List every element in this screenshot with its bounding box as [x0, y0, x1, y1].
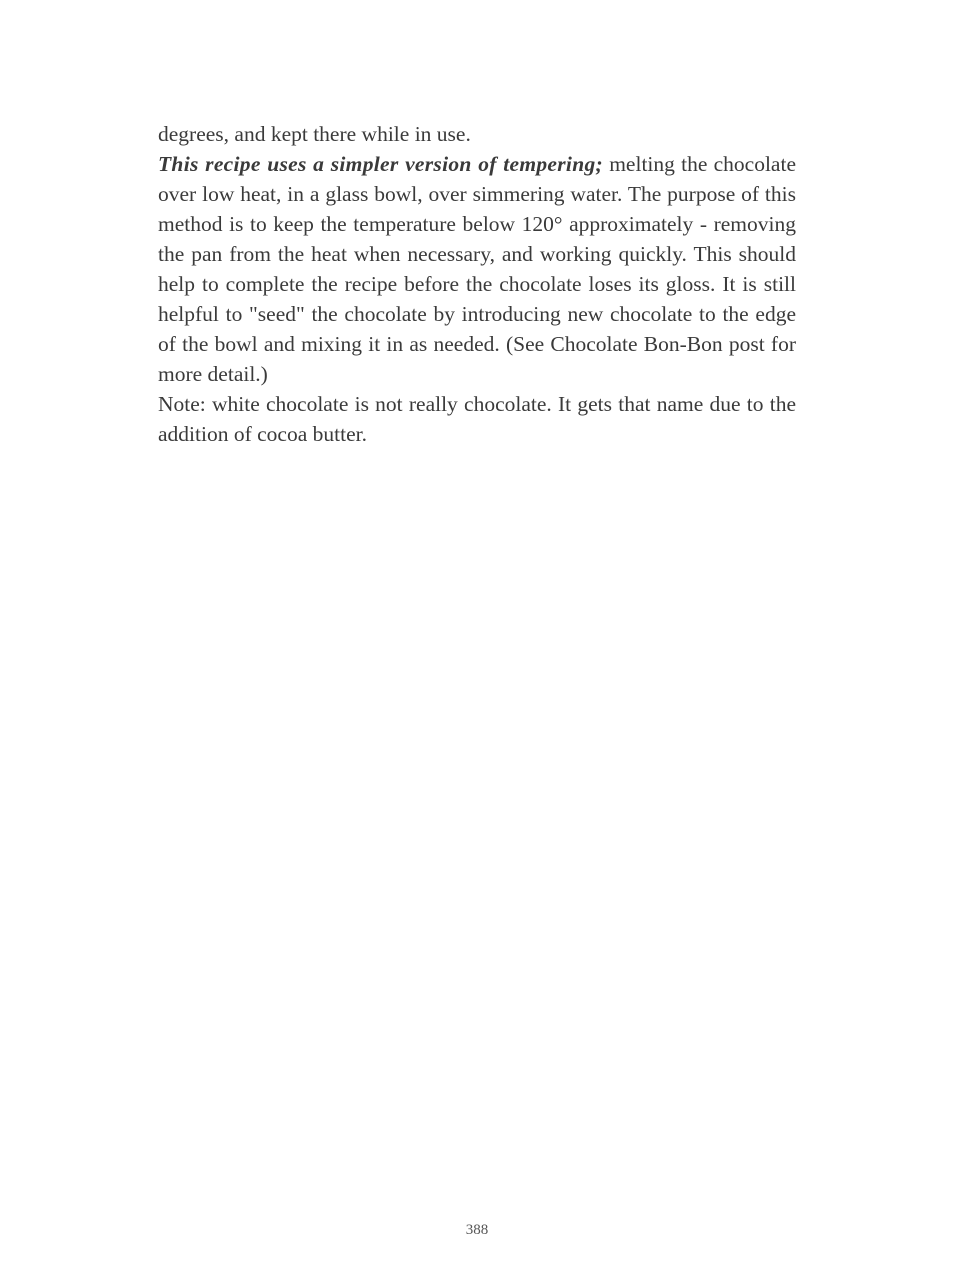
paragraph-note: Note: white chocolate is not really chocolate. It gets that name due to the addition of cocoa butter. [158, 392, 796, 446]
body-text [158, 119, 796, 449]
tempering-emphasis: This recipe uses a simpler version of tempering; [158, 152, 603, 176]
page-number: 388 [465, 1222, 489, 1238]
tempering-text: melting the chocolate over low heat, in a glass bowl, over simmering water. The purpose of this method is to keep the temperature below 120° approximately - removing the pan from the heat when necessary, and working quickly. This should help to complete the recipe before the chocolate loses its gloss. It is still helpful to "seed" the chocolate by introducing new chocolate to the edge of the bowl and mixing it in as needed. (See Chocolate Bon-Bon post for more detail.) [158, 152, 796, 386]
paragraph-continuation: degrees, and kept there while in use. [158, 122, 471, 146]
paragraph-tempering [158, 149, 796, 389]
